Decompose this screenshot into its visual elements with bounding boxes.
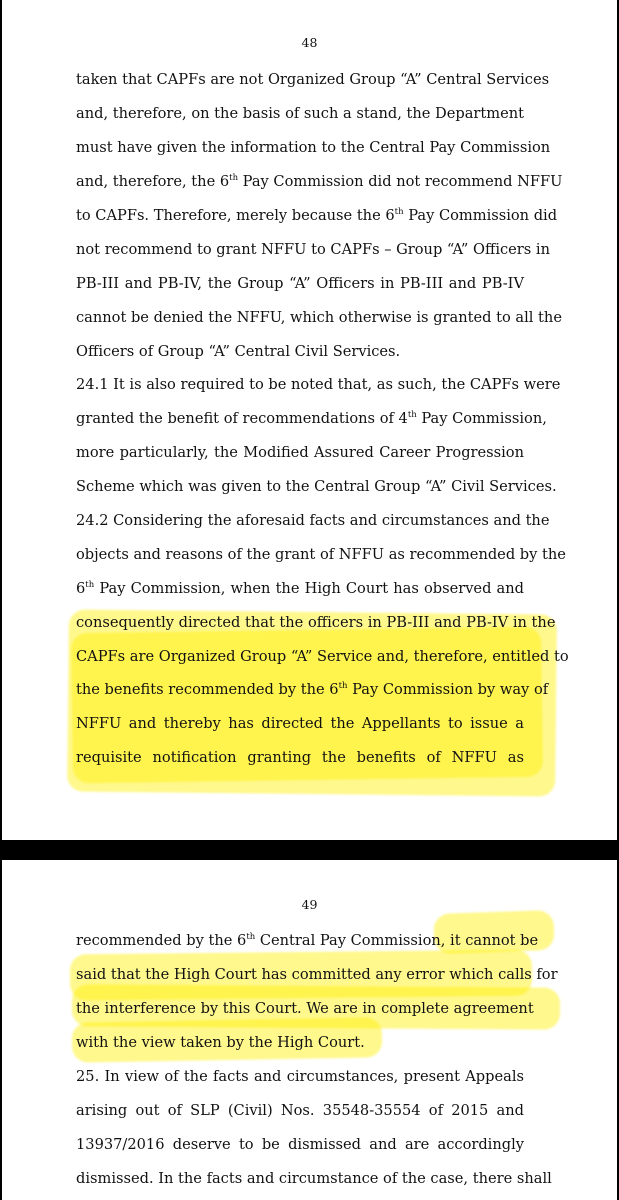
text-line: CAPFs are Organized Group “A” Service and, therefore, entitled to [76,648,569,665]
text-line: said that the High Court has committed any error which calls for [76,966,558,983]
text-line: PB-III and PB-IV, the Group “A” Officers in PB-III and PB-IV [76,275,524,292]
text-line: NFFU and thereby has directed the Appellants to issue a [76,715,524,732]
text-line: Officers of Group “A” Central Civil Services. [76,343,401,360]
text-line: recommended by the 6th Central Pay Commission, it cannot be [76,932,539,949]
document-page-48 [2,0,617,840]
text-line: the benefits recommended by the 6th Pay Commission by way of [76,681,549,698]
text-line: granted the benefit of recommendations of 4th Pay Commission, [76,410,547,427]
text-line: the interference by this Court. We are in complete agreement [76,1000,534,1017]
page-number: 49 [301,897,318,912]
text-line: Scheme which was given to the Central Group “A” Civil Services. [76,478,557,495]
text-line: arising out of SLP (Civil) Nos. 35548-35554 of 2015 and [76,1102,524,1119]
text-line: must have given the information to the Central Pay Commission [76,139,551,156]
text-line: and, therefore, the 6th Pay Commission did not recommend NFFU [76,173,563,190]
text-line: 25. In view of the facts and circumstances, present Appeals [76,1068,524,1085]
page-number: 48 [301,35,318,50]
text-line: more particularly, the Modified Assured Career Progression [76,444,524,461]
text-line: requisite notification granting the benefits of NFFU as [76,749,524,766]
text-line: 24.2 Considering the aforesaid facts and circumstances and the [76,512,550,529]
text-line: with the view taken by the High Court. [76,1034,365,1051]
text-line: not recommend to grant NFFU to CAPFs – Group “A” Officers in [76,241,550,258]
text-line: cannot be denied the NFFU, which otherwise is granted to all the [76,309,562,326]
text-line: objects and reasons of the grant of NFFU as recommended by the [76,546,566,563]
text-line: taken that CAPFs are not Organized Group “A” Central Services [76,71,550,88]
text-line: and, therefore, on the basis of such a stand, the Department [76,105,524,122]
text-line: to CAPFs. Therefore, merely because the 6th Pay Commission did [76,207,558,224]
document-page-49 [2,860,617,1200]
text-line: 24.1 It is also required to be noted that, as such, the CAPFs were [76,376,561,393]
text-line: 6th Pay Commission, when the High Court has observed and [76,580,524,597]
text-line: 13937/2016 deserve to be dismissed and are accordingly [76,1136,524,1153]
text-line: consequently directed that the officers in PB-III and PB-IV in the [76,614,556,631]
text-line: dismissed. In the facts and circumstance of the case, there shall [76,1170,552,1187]
